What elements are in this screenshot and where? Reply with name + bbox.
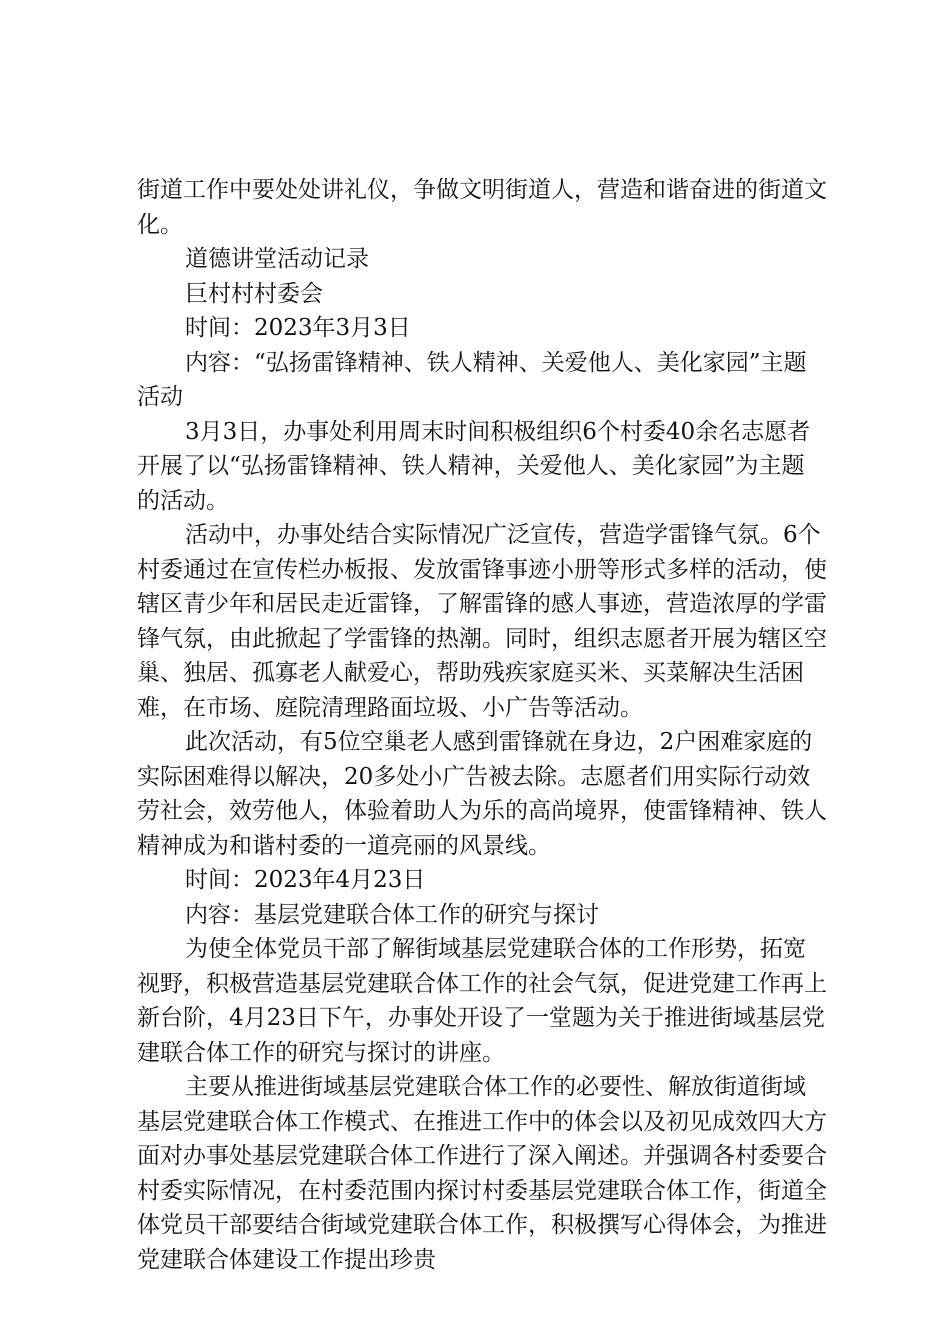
event-content-party-building: 内容：基层党建联合体工作的研究与探讨	[185, 901, 599, 928]
section-title-moral-lecture: 道德讲堂活动记录	[185, 246, 369, 272]
document-body	[137, 173, 827, 1277]
event-date-april: 时间：2023年4月23日	[185, 867, 426, 893]
paragraph-march-activity: 3月3日，办事处利用周末时间积极组织6个村委40余名志愿者开展了以“弘扬雷锋精神、铁人精神，关爱他人、美化家园”为主题的活动。	[137, 418, 811, 514]
paragraph-lecture-purpose: 为使全体党员干部了解街域基层党建联合体的工作形势，拓宽视野，积极营造基层党建联合体工作的社会气氛，促进党建工作再上新台阶，4月23日下午，办事处开设了一堂题为关于推进街域基层党建联合体工作的研究与探讨的讲座。	[137, 936, 827, 1066]
event-date-march: 时间：2023年3月3日	[185, 315, 411, 341]
organization-name: 巨村村村委会	[185, 280, 323, 307]
paragraph-street-culture: 街道工作中要处处讲礼仪，争做文明街道人，营造和谐奋进的街道文化。	[137, 177, 827, 238]
paragraph-activity-details: 活动中，办事处结合实际情况广泛宣传，营造学雷锋气氛。6个村委通过在宣传栏办板报、发放雷锋事迹小册等形式多样的活动，使辖区青少年和居民走近雷锋，了解雷锋的感人事迹，营造浓厚的学雷锋气氛，由此掀起了学雷锋的热潮。同时，组织志愿者开展为辖区空巢、独居、孤寡老人献爱心，帮助残疾家庭买米、买菜解决生活困难，在市场、庭院清理路面垃圾、小广告等活动。	[137, 522, 827, 721]
event-content-leifeng: 内容：“弘扬雷锋精神、铁人精神、关爱他人、美化家园”主题活动	[137, 349, 807, 410]
paragraph-lecture-content: 主要从推进街域基层党建联合体工作的必要性、解放街道街域基层党建联合体工作模式、在推进工作中的体会以及初见成效四大方面对办事处基层党建联合体工作进行了深入阐述。并强调各村委要合村委实际情况，在村委范围内探讨村委基层党建联合体工作，街道全体党员干部要结合街域党建联合体工作，积极撰写心得体会，为推进党建联合体建设工作提出珍贵	[137, 1074, 827, 1273]
paragraph-activity-results: 此次活动，有5位空巢老人感到雷锋就在身边，2户困难家庭的实际困难得以解决，20多处小广告被去除。志愿者们用实际行动效劳社会，效劳他人，体验着助人为乐的高尚境界，使雷锋精神、铁人精神成为和谐村委的一道亮丽的风景线。	[137, 729, 827, 859]
